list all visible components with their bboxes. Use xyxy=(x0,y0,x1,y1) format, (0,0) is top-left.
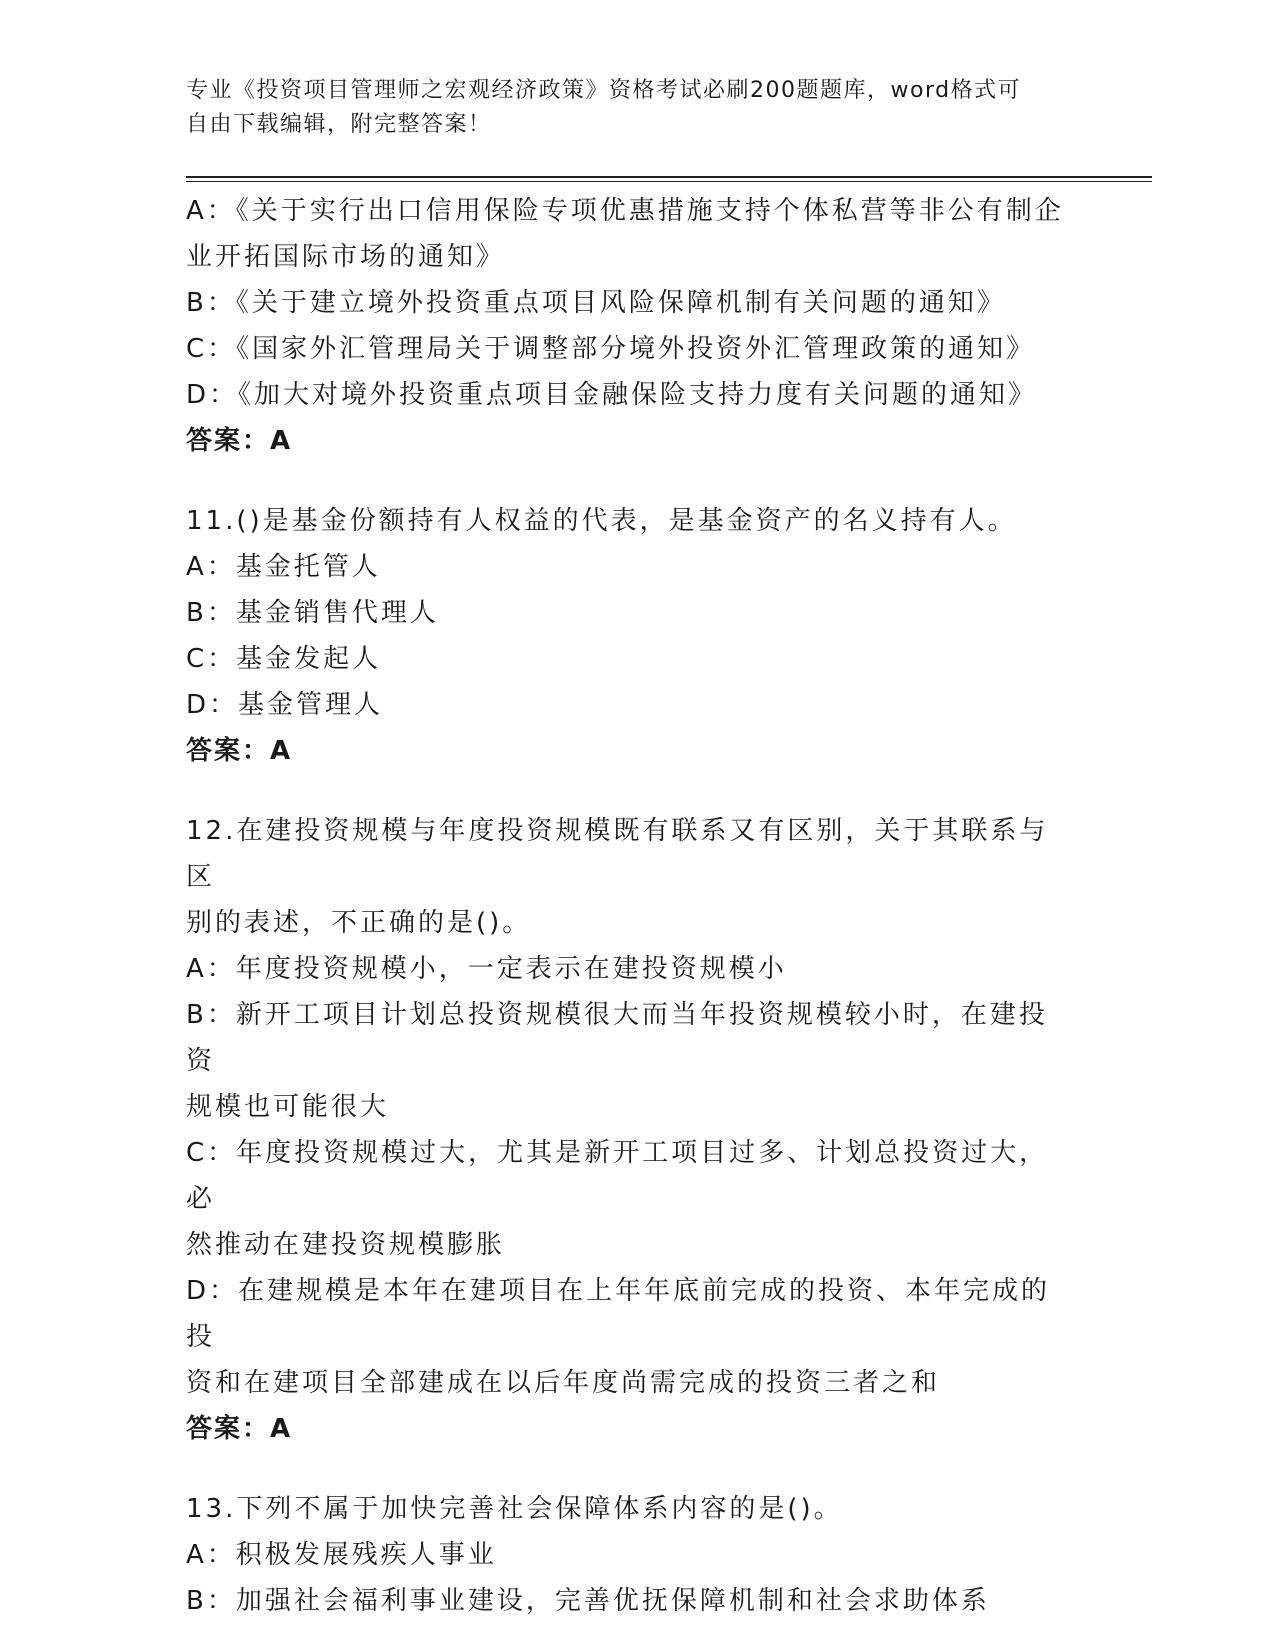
option-b: B：新开工项目计划总投资规模很大而当年投资规模较小时，在建投资 xyxy=(186,1000,1048,1076)
header-line-1: 专业《投资项目管理师之宏观经济政策》资格考试必刷200题题库，word格式可 xyxy=(186,78,1022,103)
answer: 答案：A xyxy=(186,1414,293,1444)
option-c: C：年度投资规模过大，尤其是新开工项目过多、计划总投资过大，必 xyxy=(186,1138,1049,1214)
question-text: 13.下列不属于加快完善社会保障体系内容的是()。 xyxy=(186,1494,843,1524)
option-b: B：加强社会福利事业建设，完善优抚保障机制和社会求助体系 xyxy=(186,1586,990,1616)
answer: 答案：A xyxy=(186,736,293,766)
spacer xyxy=(186,464,1071,498)
option-a: A：年度投资规模小，一定表示在建投资规模小 xyxy=(186,954,787,984)
option-d: D：基金管理人 xyxy=(186,690,384,720)
question-13 xyxy=(186,1486,1071,1624)
option-c: C：《国家外汇管理局关于调整部分境外投资外汇管理政策的通知》 xyxy=(186,334,1036,364)
option-a: A：《关于实行出口信用保险专项优惠措施支持个体私营等非公有制企 xyxy=(186,196,1064,226)
option-b-continued: 规模也可能很大 xyxy=(186,1092,390,1122)
option-b: B：基金销售代理人 xyxy=(186,598,439,628)
document-header xyxy=(186,74,1066,142)
option-d: D：在建规模是本年在建项目在上年年底前完成的投资、本年完成的投 xyxy=(186,1276,1051,1352)
option-b: B：《关于建立境外投资重点项目风险保障机制有关问题的通知》 xyxy=(186,288,1006,318)
answer: 答案：A xyxy=(186,426,293,456)
question-10 xyxy=(186,188,1071,464)
option-c: C：基金发起人 xyxy=(186,644,382,674)
question-text: 11.()是基金份额持有人权益的代表，是基金资产的名义持有人。 xyxy=(186,506,1017,536)
spacer xyxy=(186,774,1071,808)
spacer xyxy=(186,1452,1071,1486)
header-line-2: 自由下载编辑，附完整答案！ xyxy=(186,112,492,137)
option-a: A：基金托管人 xyxy=(186,552,381,582)
option-c-continued: 然推动在建投资规模膨胀 xyxy=(186,1230,506,1260)
option-d-continued: 资和在建项目全部建成在以后年度尚需完成的投资三者之和 xyxy=(186,1368,941,1398)
header-divider-thin xyxy=(186,181,1152,182)
option-a-continued: 业开拓国际市场的通知》 xyxy=(186,242,506,272)
question-text-continued: 别的表述，不正确的是()。 xyxy=(186,908,532,938)
question-list xyxy=(186,188,1071,1624)
option-a: A：积极发展残疾人事业 xyxy=(186,1540,497,1570)
question-12 xyxy=(186,808,1071,1452)
option-d: D：《加大对境外投资重点项目金融保险支持力度有关问题的通知》 xyxy=(186,380,1038,410)
header-divider-thick xyxy=(186,176,1152,178)
question-11 xyxy=(186,498,1071,774)
question-text: 12.在建投资规模与年度投资规模既有联系又有区别，关于其联系与区 xyxy=(186,816,1049,892)
